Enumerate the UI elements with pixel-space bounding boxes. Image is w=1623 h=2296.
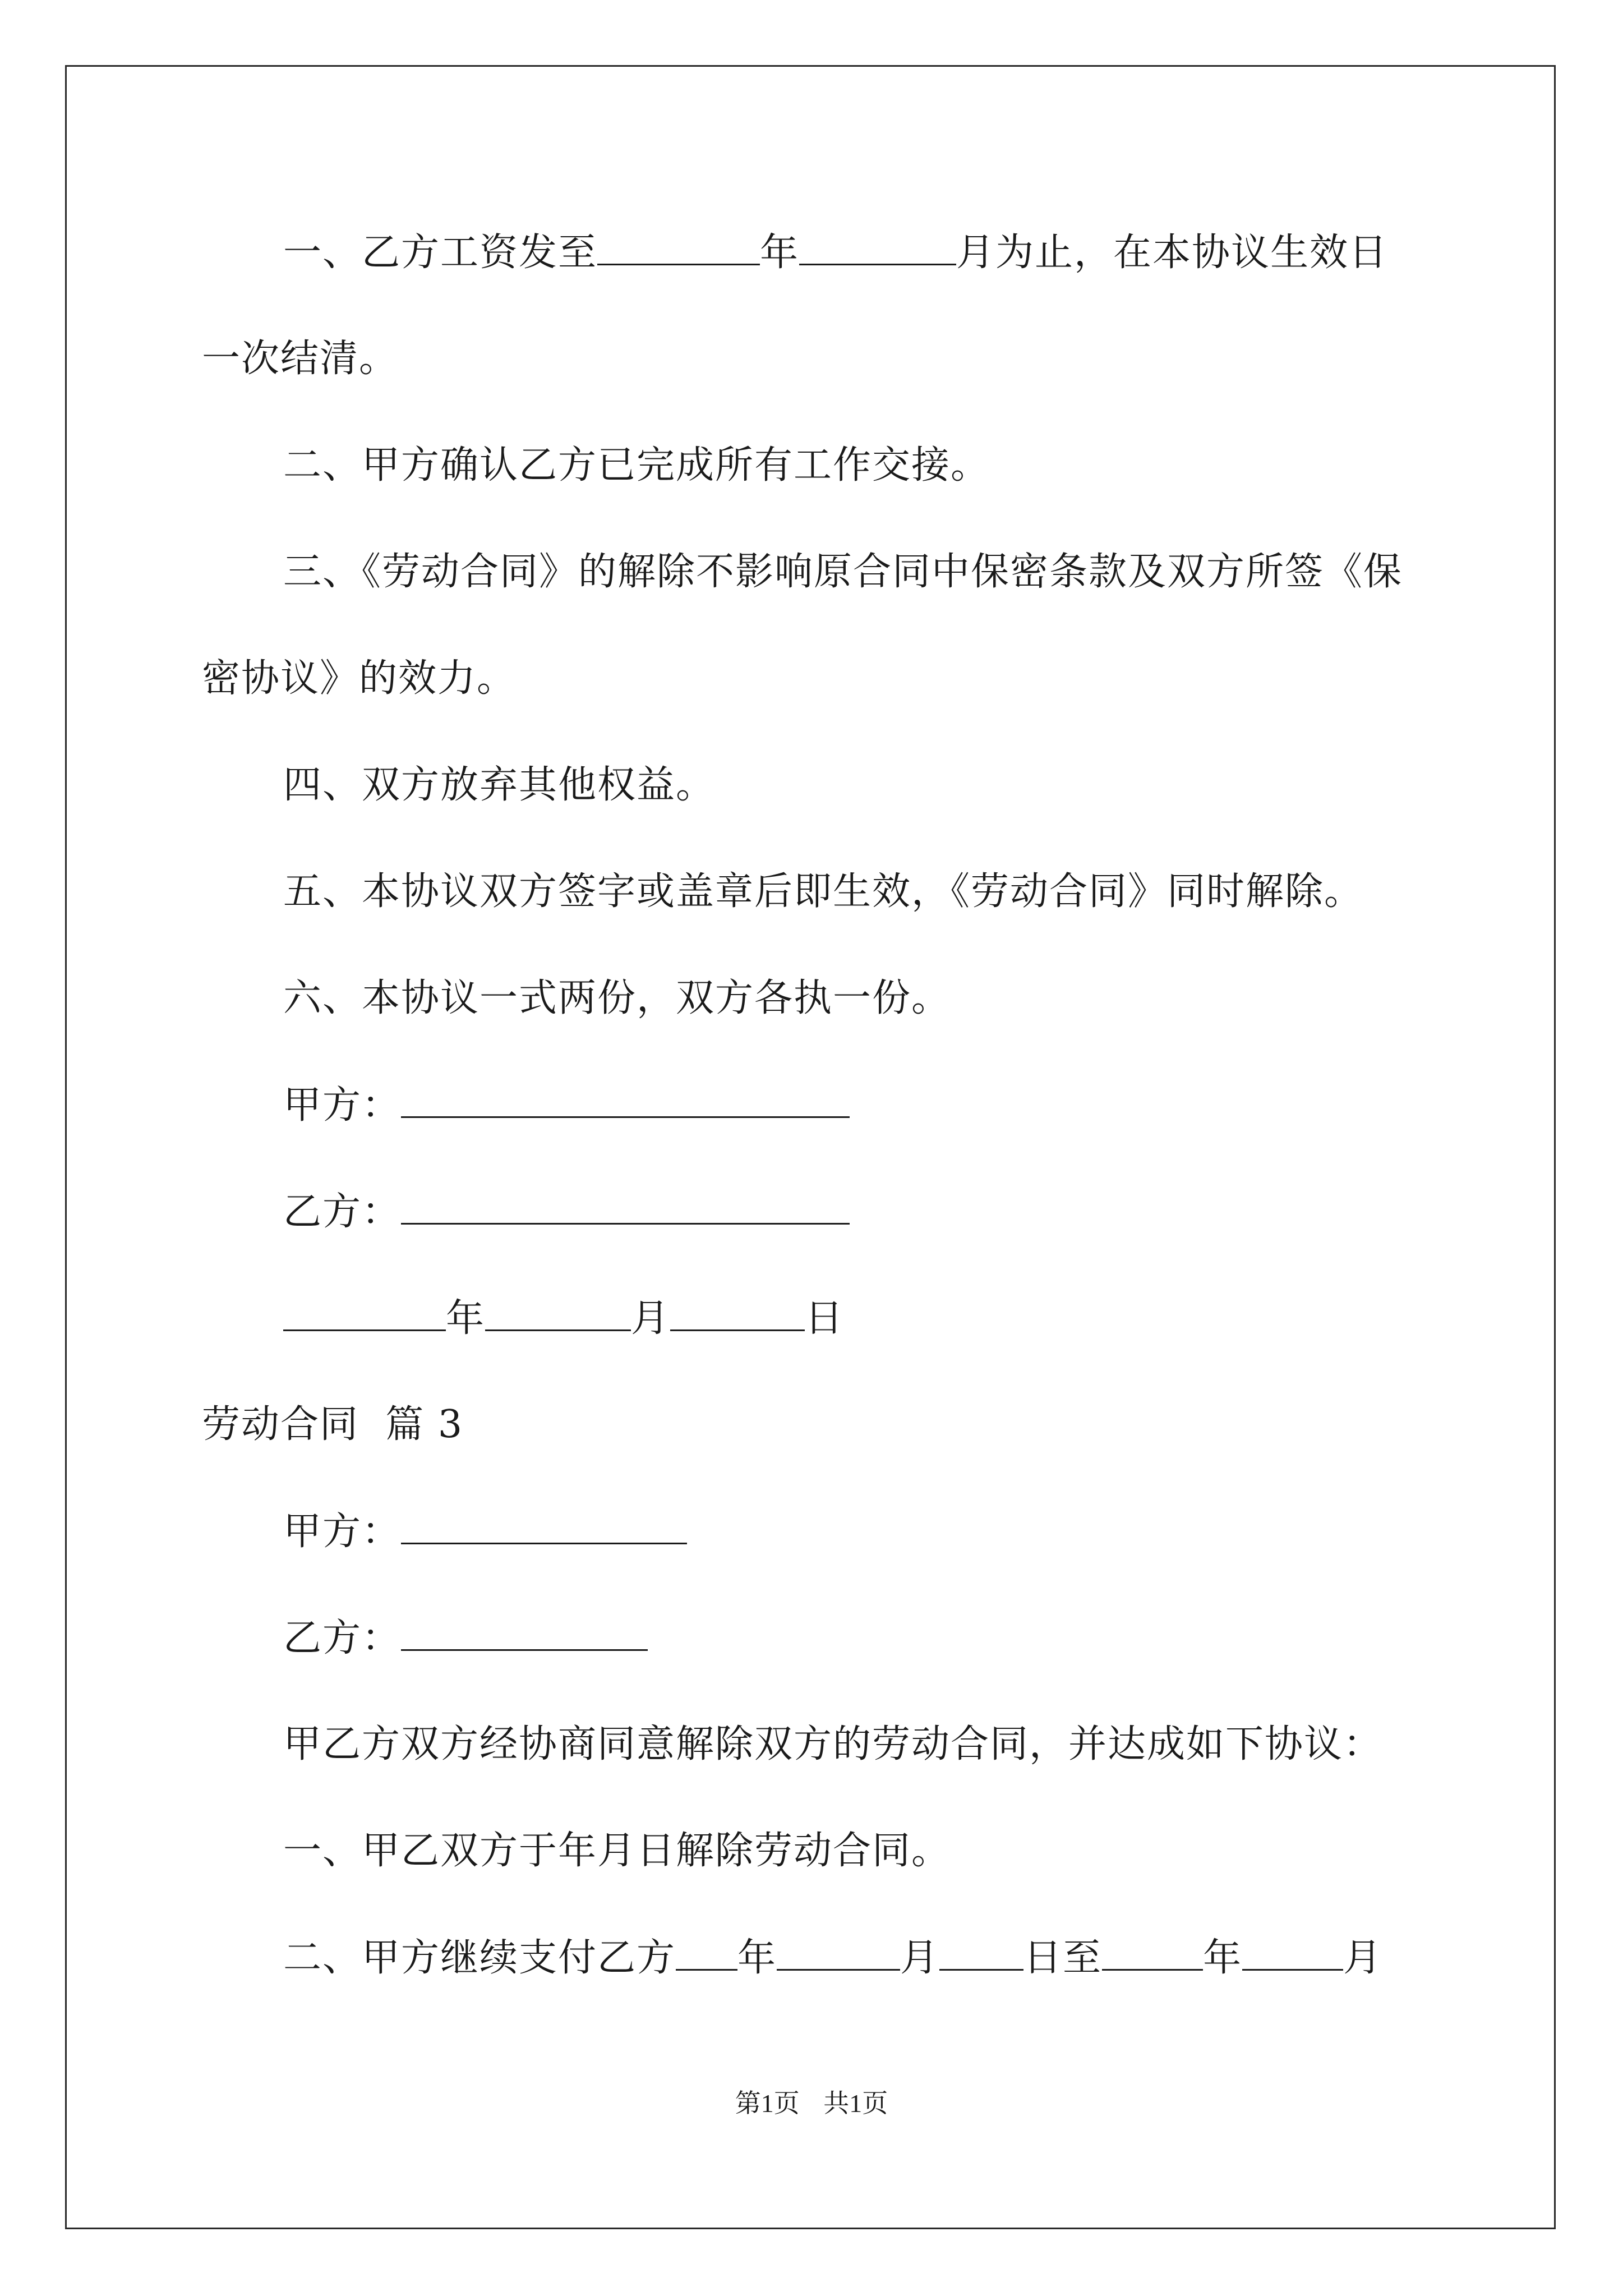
s3-clause-2-text: 二、甲方继续支付乙方 <box>283 1936 676 1980</box>
clause-6: 六、本协议一式两份，双方各执一份。 <box>283 976 951 1020</box>
blank-field <box>401 1509 687 1544</box>
clause-1-year: 年 <box>760 231 800 275</box>
party-a-signature <box>283 1083 850 1128</box>
section-title: 劳动合同 篇 3 <box>202 1402 464 1447</box>
intro-paragraph: 甲乙方双方经协商同意解除双方的劳动合同，并达成如下协议： <box>283 1722 1383 1766</box>
blank-field <box>799 230 956 265</box>
date-year: 年 <box>446 1296 486 1341</box>
blank-field <box>283 1296 446 1331</box>
blank-field <box>676 1935 737 1971</box>
clause-4: 四、双方放弃其他权益。 <box>283 763 716 807</box>
blank-field <box>401 1616 648 1651</box>
clause-3-continued: 密协议》的效力。 <box>202 656 517 701</box>
s3-clause-2-day-to: 日至 <box>1023 1936 1103 1980</box>
blank-field <box>777 1935 900 1971</box>
clause-1-text: 一、乙方工资发至 <box>283 231 598 275</box>
s3-clause-1: 一、甲乙双方于年月日解除劳动合同。 <box>283 1829 951 1873</box>
s3-clause-2-month: 月 <box>900 1936 940 1980</box>
date-day: 日 <box>805 1296 845 1341</box>
blank-field <box>1242 1935 1343 1971</box>
blank-field <box>597 230 760 265</box>
blank-field <box>401 1083 850 1118</box>
party-b2-label: 乙方： <box>283 1616 402 1660</box>
clause-1 <box>283 230 1388 275</box>
party-b-signature <box>283 1189 850 1235</box>
blank-field <box>939 1935 1023 1971</box>
date-month: 月 <box>631 1296 671 1341</box>
party-b2-signature <box>283 1616 648 1661</box>
page-frame <box>65 65 1556 2229</box>
date-line <box>283 1296 844 1341</box>
party-a2-label: 甲方： <box>283 1510 402 1554</box>
s3-clause-2-year: 年 <box>737 1936 777 1980</box>
page-total: 共1页 <box>823 2089 888 2118</box>
page-footer <box>0 2087 1623 2120</box>
s3-clause-2 <box>283 1935 1382 1981</box>
page-number: 第1页 <box>735 2089 800 2118</box>
s3-clause-2-year2: 年 <box>1203 1936 1243 1980</box>
clause-1-continued: 一次结清。 <box>202 337 399 381</box>
blank-field <box>670 1296 805 1331</box>
party-b-label: 乙方： <box>283 1190 402 1234</box>
clause-5: 五、本协议双方签字或盖章后即生效，《劳动合同》同时解除。 <box>283 869 1364 914</box>
party-a-label: 甲方： <box>283 1083 402 1128</box>
clause-2: 二、甲方确认乙方已完成所有工作交接。 <box>283 443 990 487</box>
party-a2-signature <box>283 1509 687 1554</box>
blank-field <box>485 1296 631 1331</box>
clause-3: 三、《劳动合同》的解除不影响原合同中保密条款及双方所签《保 <box>283 550 1403 594</box>
blank-field <box>401 1189 850 1225</box>
s3-clause-2-month2: 月 <box>1343 1936 1383 1980</box>
blank-field <box>1102 1935 1203 1971</box>
clause-1-text-b: 月为止，在本协议生效日 <box>956 231 1389 275</box>
